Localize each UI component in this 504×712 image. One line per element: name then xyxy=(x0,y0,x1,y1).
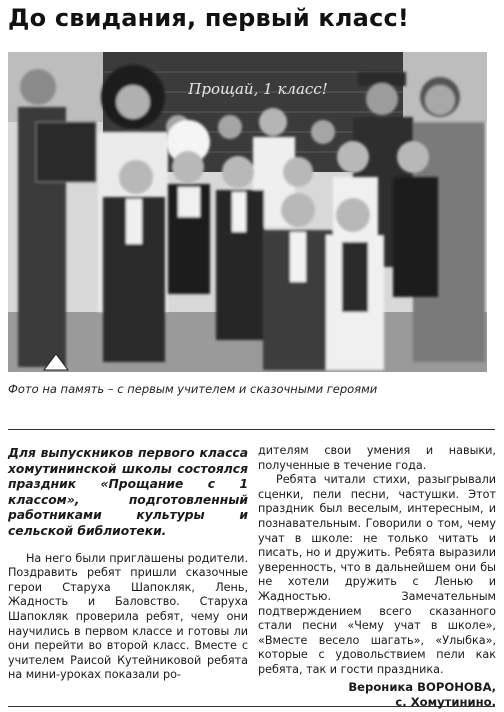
body-continuation: дителям свои умения и навыки, полученные в течение года. xyxy=(258,444,496,472)
left-column xyxy=(8,446,248,683)
photo-caption: Фото на память – с первым учителем и сказочными героями xyxy=(8,382,378,396)
author-name: Вероника ВОРОНОВА, xyxy=(348,679,496,694)
author-location: с. Хомутинино. xyxy=(395,694,496,709)
author-signature xyxy=(258,680,496,710)
body-paragraph-2: Ребята читали стихи, разыгрывали сценки, пели песни, частушки. Этот праздник был веселым, интересным, и познавательным. Говорили о том, чему учат в школе: не только читать и писать, но и дружить. Ребята выразили уверенность, что в дальнейшем они бы не хотели дружить с Ленью и Жадностью. Замечательным подтверждением всего сказанного стали песни «Чему учат в школе», «Вместе весело шагать», «Улыбка», которые с удовольствием пели как ребята, так и гости праздника. xyxy=(258,473,496,676)
body-paragraph-1: На него были приглашены родители. Поздравить ребят пришли сказочные герои Старуха Шапокляк, Лень, Жадность и Баловство. Старуха Шапокляк проверила ребят, чему они научились в первом классе и готовы ли они перейти во второй класс. Вместе с учителем Раисой Кутейниковой ребята на мини-уроках показали ро- xyxy=(8,551,248,682)
article-lead: Для выпускников первого класса хомутининской школы состоялся праздник «Прощание с 1 классом», подготовленный работниками культуры и сельской библиотеки. xyxy=(8,446,248,538)
chalkboard-text: Прощай, 1 класс! xyxy=(188,80,328,98)
divider-top xyxy=(8,429,495,430)
right-column xyxy=(258,444,496,710)
article-title: До свидания, первый класс! xyxy=(8,4,410,32)
group-photo xyxy=(8,52,487,372)
